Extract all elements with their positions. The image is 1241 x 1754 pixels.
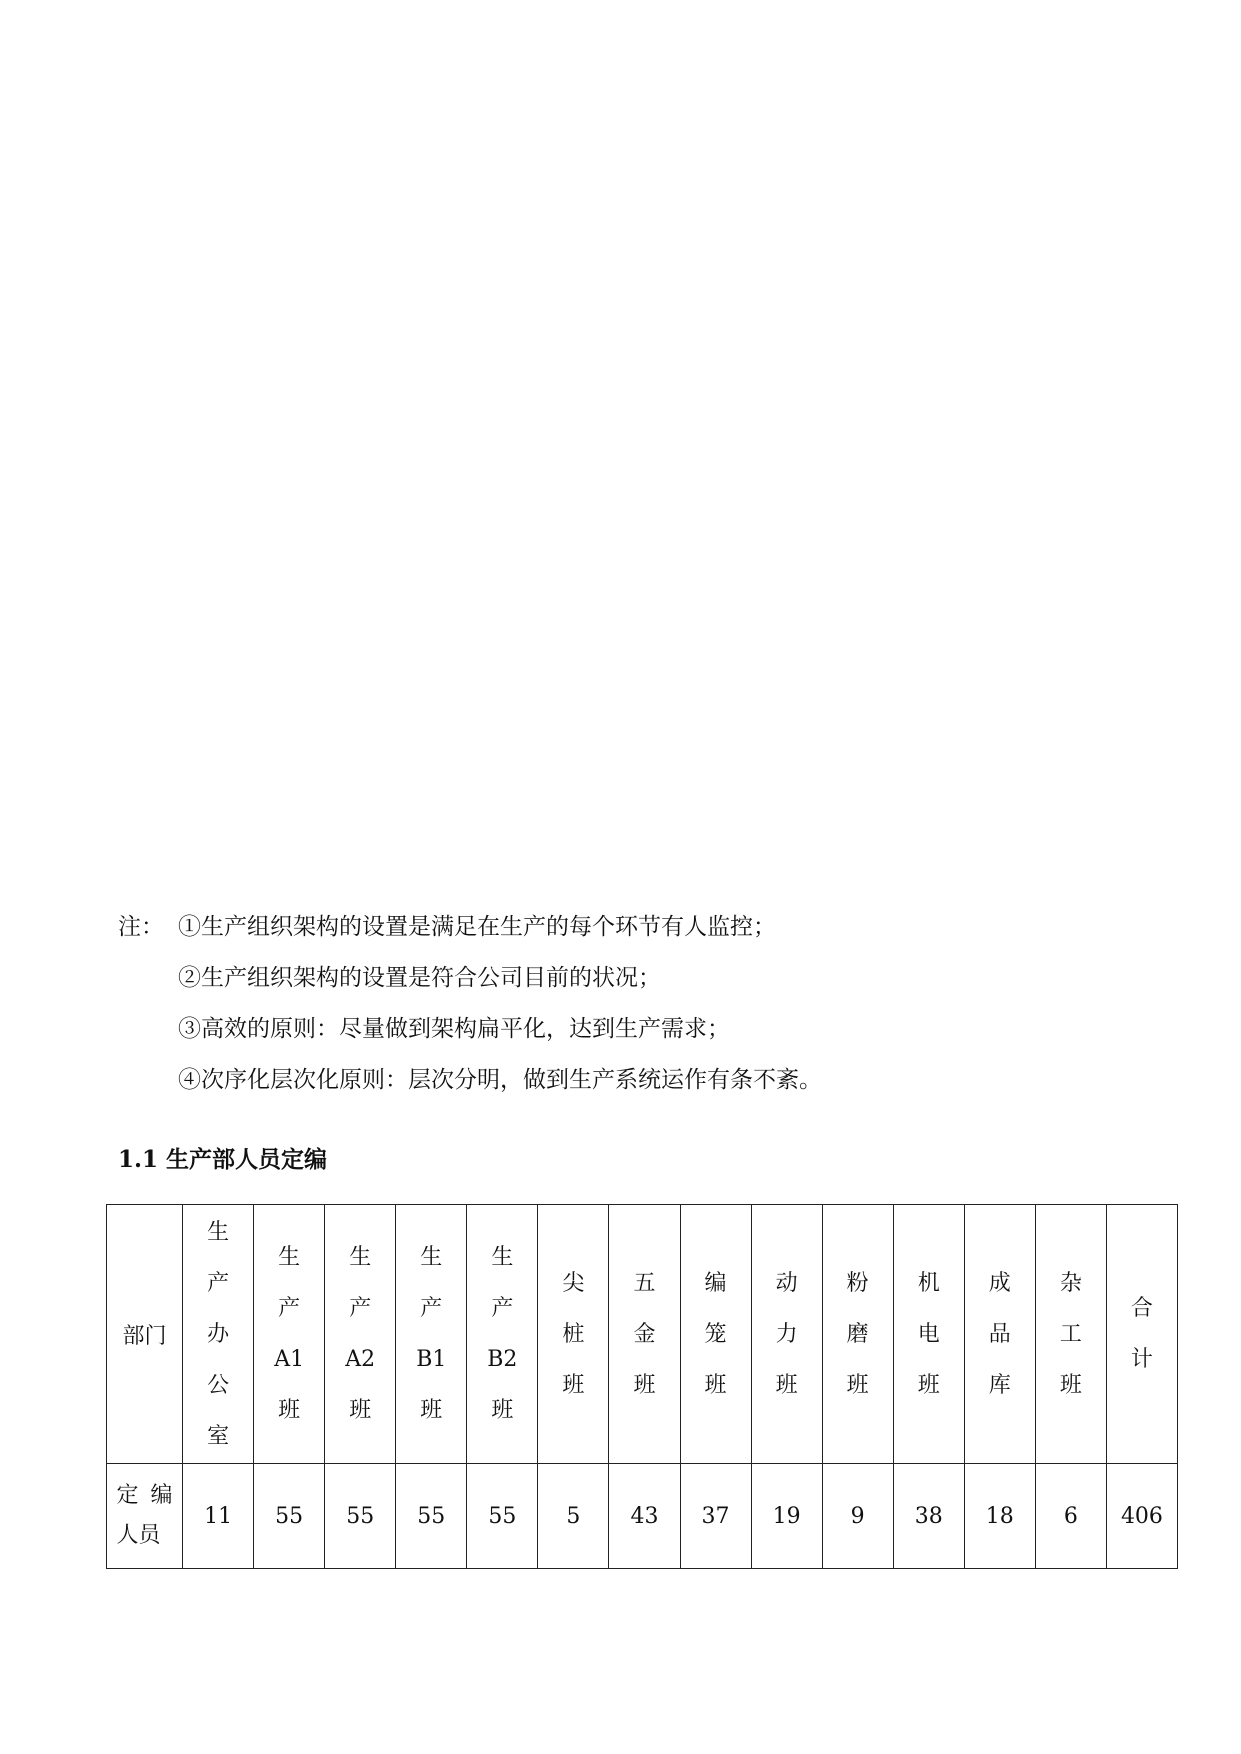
dept-cell xyxy=(964,1205,1035,1464)
note-item-1: ①生产组织架构的设置是满足在生产的每个环节有人监控； xyxy=(178,914,776,940)
header-label-cell xyxy=(107,1205,183,1464)
value-cell: 18 xyxy=(964,1464,1035,1569)
dept-name: 生 产 B2 班 xyxy=(487,1245,518,1423)
dept-cell xyxy=(822,1205,893,1464)
dept-name: 生 产 A1 班 xyxy=(274,1245,305,1423)
note-line-1 xyxy=(118,902,1118,953)
value-cell: 37 xyxy=(680,1464,751,1569)
value-cell: 9 xyxy=(822,1464,893,1569)
note-item-3: ③高效的原则：尽量做到架构扁平化，达到生产需求； xyxy=(178,1016,730,1042)
note-item-2: ②生产组织架构的设置是符合公司目前的状况； xyxy=(178,965,661,991)
dept-cell xyxy=(609,1205,680,1464)
dept-name: 杂 工 班 xyxy=(1059,1270,1082,1398)
dept-cell xyxy=(467,1205,538,1464)
dept-cell xyxy=(893,1205,964,1464)
value-cell: 55 xyxy=(325,1464,396,1569)
dept-cell xyxy=(751,1205,822,1464)
dept-cell xyxy=(254,1205,325,1464)
section-heading: 1.1 生产部人员定编 xyxy=(118,1146,328,1173)
dept-name: 生 产 B1 班 xyxy=(416,1245,447,1423)
total-header-cell xyxy=(1106,1205,1177,1464)
dept-name: 成 品 库 xyxy=(988,1270,1011,1398)
row-label: 定编人员 xyxy=(116,1483,173,1548)
value-cell: 19 xyxy=(751,1464,822,1569)
dept-cell xyxy=(396,1205,467,1464)
value-cell: 6 xyxy=(1035,1464,1106,1569)
value-cell: 38 xyxy=(893,1464,964,1569)
staffing-table xyxy=(106,1204,1178,1569)
dept-name: 生 产 A2 班 xyxy=(345,1245,376,1423)
total-value-cell: 406 xyxy=(1106,1464,1177,1569)
value-cell: 5 xyxy=(538,1464,609,1569)
dept-name: 粉 磨 班 xyxy=(846,1270,869,1398)
header-label: 部门 xyxy=(122,1323,167,1349)
notes-section xyxy=(118,902,1118,1106)
dept-cell xyxy=(1035,1205,1106,1464)
dept-name: 尖 桩 班 xyxy=(562,1270,585,1398)
value-cell: 55 xyxy=(254,1464,325,1569)
note-item-4: ④次序化层次化原则：层次分明，做到生产系统运作有条不紊。 xyxy=(178,1067,822,1093)
value-cell: 55 xyxy=(396,1464,467,1569)
dept-name: 动 力 班 xyxy=(775,1270,798,1398)
table-row xyxy=(107,1464,1178,1569)
dept-cell xyxy=(680,1205,751,1464)
dept-cell xyxy=(183,1205,254,1464)
dept-cell xyxy=(538,1205,609,1464)
dept-name: 机 电 班 xyxy=(917,1270,940,1398)
dept-cell xyxy=(325,1205,396,1464)
note-line-3 xyxy=(118,1004,1118,1055)
row-label-cell xyxy=(107,1464,183,1569)
value-cell: 55 xyxy=(467,1464,538,1569)
note-line-4 xyxy=(118,1055,1118,1106)
dept-name: 编 笼 班 xyxy=(704,1270,727,1398)
note-line-2 xyxy=(118,953,1118,1004)
value-cell: 43 xyxy=(609,1464,680,1569)
total-header: 合 计 xyxy=(1130,1296,1153,1372)
dept-name: 生 产 办 公 室 xyxy=(207,1219,230,1449)
notes-label: 注： xyxy=(118,914,164,940)
table-header-row xyxy=(107,1205,1178,1464)
dept-name: 五 金 班 xyxy=(633,1270,656,1398)
value-cell: 11 xyxy=(183,1464,254,1569)
